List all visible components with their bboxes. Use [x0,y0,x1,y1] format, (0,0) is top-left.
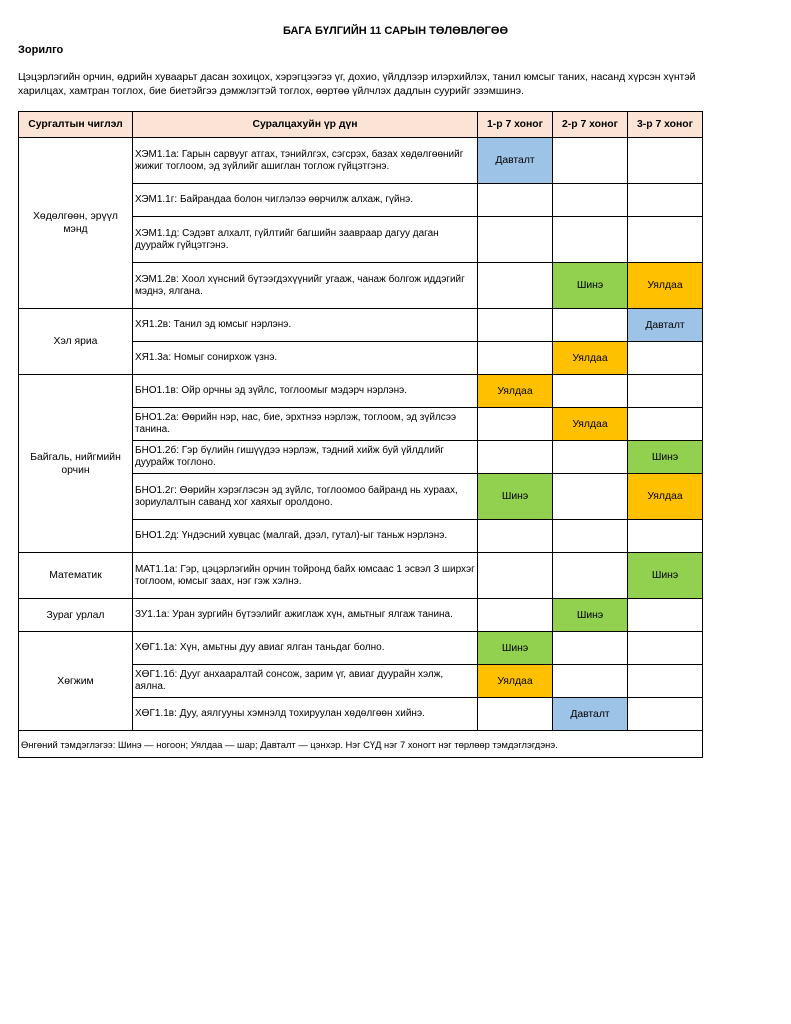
table-row [19,309,703,342]
week-3-cell [628,665,703,698]
week-2-cell [553,184,628,217]
area-cell: Зураг урлал [19,599,133,632]
outcome-cell: БНО1.2г: Өөрийн хэрэглэсэн эд зүйлс, тоглоомоо байранд нь хураах, зориулалтын саванд хог хаяхыг оролдоно. [133,474,478,520]
week-1-cell [478,263,553,309]
page-title: БАГА БҮЛГИЙН 11 САРЫН ТӨЛӨВЛӨГӨӨ [282,25,508,37]
week-2-cell [553,375,628,408]
week-3-cell: Шинэ [628,441,703,474]
week-1-cell [478,599,553,632]
table-header-row [19,112,703,138]
header-week-2: 2-р 7 хоног [553,112,628,138]
table-row [19,375,703,408]
outcome-cell: ХЯ1.3а: Номыг сонирхож үзнэ. [133,342,478,375]
week-1-cell [478,184,553,217]
week-3-cell: Уялдаа [628,263,703,309]
header-outcome: Суралцахуйн үр дүн [133,112,478,138]
week-3-cell [628,184,703,217]
week-1-cell [478,520,553,553]
week-2-cell [553,520,628,553]
week-2-cell: Уялдаа [553,342,628,375]
week-3-cell: Уялдаа [628,474,703,520]
outcome-cell: ХӨГ1.1в: Дуу, аялгууны хэмнэлд тохируулан хөдөлгөөн хийнэ. [133,698,478,731]
week-2-cell: Давталт [553,698,628,731]
week-2-cell: Шинэ [553,599,628,632]
week-3-cell [628,217,703,263]
legend-row [19,731,703,758]
week-1-cell [478,698,553,731]
week-1-cell: Шинэ [478,632,553,665]
area-cell: Хөгжим [19,632,133,731]
week-1-cell [478,217,553,263]
week-3-cell [628,520,703,553]
outcome-cell: МАТ1.1а: Гэр, цэцэрлэгийн орчин тойронд байх юмсаас 1 эсвэл 3 ширхэг тоглоом, юмсыг заах, нэг гэж хэлнэ. [133,553,478,599]
outcome-cell: БНО1.2а: Өөрийн нэр, нас, бие, эрхтнээ нэрлэж, тоглоом, эд зүйлсээ танина. [133,408,478,441]
week-2-cell [553,217,628,263]
outcome-cell: ХЭМ1.1а: Гарын сарвууг атгах, тэнийлгэх, сэгсрэх, базах хөдөлгөөнийг жижиг тоглоом, эд зүйлийг ашиглан тоглож гүйцэтгэнэ. [133,138,478,184]
table-row [19,138,703,184]
area-cell: Хөдөлгөөн, эрүүл мэнд [19,138,133,309]
outcome-cell: БНО1.2б: Гэр бүлийн гишүүдээ нэрлэж, тэдний хийж буй үйлдлийг дуурайж тоглоно. [133,441,478,474]
week-3-cell [628,632,703,665]
outcome-cell: ХЭМ1.2в: Хоол хүнсний бүтээгдэхүүнийг угааж, чанаж болгож иддэгийг мэднэ, ялгана. [133,263,478,309]
week-2-cell: Шинэ [553,263,628,309]
table-row [19,632,703,665]
area-cell: Хэл яриа [19,309,133,375]
header-week-3: 3-р 7 хоног [628,112,703,138]
week-1-cell [478,441,553,474]
outcome-cell: ХӨГ1.1б: Дууг анхааралтай сонсож, зарим үг, авиаг дуурайн хэлж, аялна. [133,665,478,698]
plan-body [19,138,703,731]
week-1-cell: Шинэ [478,474,553,520]
week-2-cell [553,553,628,599]
outcome-cell: ХЯ1.2в: Танил эд юмсыг нэрлэнэ. [133,309,478,342]
outcome-cell: БНО1.1в: Ойр орчны эд зүйлс, тоглоомыг мэдэрч нэрлэнэ. [133,375,478,408]
week-3-cell [628,342,703,375]
week-3-cell [628,138,703,184]
week-3-cell [628,375,703,408]
area-cell: Математик [19,553,133,599]
week-2-cell [553,138,628,184]
outcome-cell: ХЭМ1.1г: Байрандаа болон чиглэлээ өөрчилж алхаж, гүйнэ. [133,184,478,217]
week-1-cell: Давталт [478,138,553,184]
week-2-cell [553,632,628,665]
week-3-cell [628,408,703,441]
week-1-cell: Уялдаа [478,375,553,408]
plan-table [18,111,703,758]
week-3-cell: Шинэ [628,553,703,599]
week-1-cell [478,553,553,599]
header-week-1: 1-р 7 хоног [478,112,553,138]
outcome-cell: БНО1.2д: Үндэсний хувцас (малгай, дээл, гутал)-ыг таньж нэрлэнэ. [133,520,478,553]
week-2-cell [553,309,628,342]
week-3-cell [628,698,703,731]
week-3-cell [628,599,703,632]
outcome-cell: ХӨГ1.1а: Хүн, амьтны дуу авиаг ялган таньдаг болно. [133,632,478,665]
area-cell: Байгаль, нийгмийн орчин [19,375,133,553]
week-2-cell [553,665,628,698]
table-row [19,553,703,599]
week-2-cell [553,474,628,520]
week-1-cell: Уялдаа [478,665,553,698]
week-1-cell [478,309,553,342]
goal-text: Цэцэрлэгийн орчин, өдрийн хуваарьт дасан зохицох, хэрэгцээгээ үг, дохио, үйлдлээр илэрхийлэх, танил юмсыг таних, насанд хүрсэн хүнтэй харилцах, хамтран тоглох, бие биетэйгээ дэмжлэгтэй тоглох, өөртөө үйлчлэх дадлын суурийг эзэмшинэ. [18,72,696,97]
week-1-cell [478,408,553,441]
table-row [19,599,703,632]
goal-heading: Зорилго [18,44,64,56]
week-2-cell [553,441,628,474]
legend-text: Өнгөний тэмдэглэгээ: Шинэ — ногоон; Уялдаа — шар; Давталт — цэнхэр. Нэг СҮД нэг 7 хоногт нэг төрлөөр тэмдэглэгдэнэ. [19,731,703,758]
header-area: Сургалтын чиглэл [19,112,133,138]
week-2-cell: Уялдаа [553,408,628,441]
week-3-cell: Давталт [628,309,703,342]
outcome-cell: ЗУ1.1а: Уран зургийн бүтээлийг ажиглаж хүн, амьтныг ялгаж танина. [133,599,478,632]
week-1-cell [478,342,553,375]
outcome-cell: ХЭМ1.1д: Сэдэвт алхалт, гүйлтийг багшийн заавраар дагуу даган дуурайж гүйцэтгэнэ. [133,217,478,263]
